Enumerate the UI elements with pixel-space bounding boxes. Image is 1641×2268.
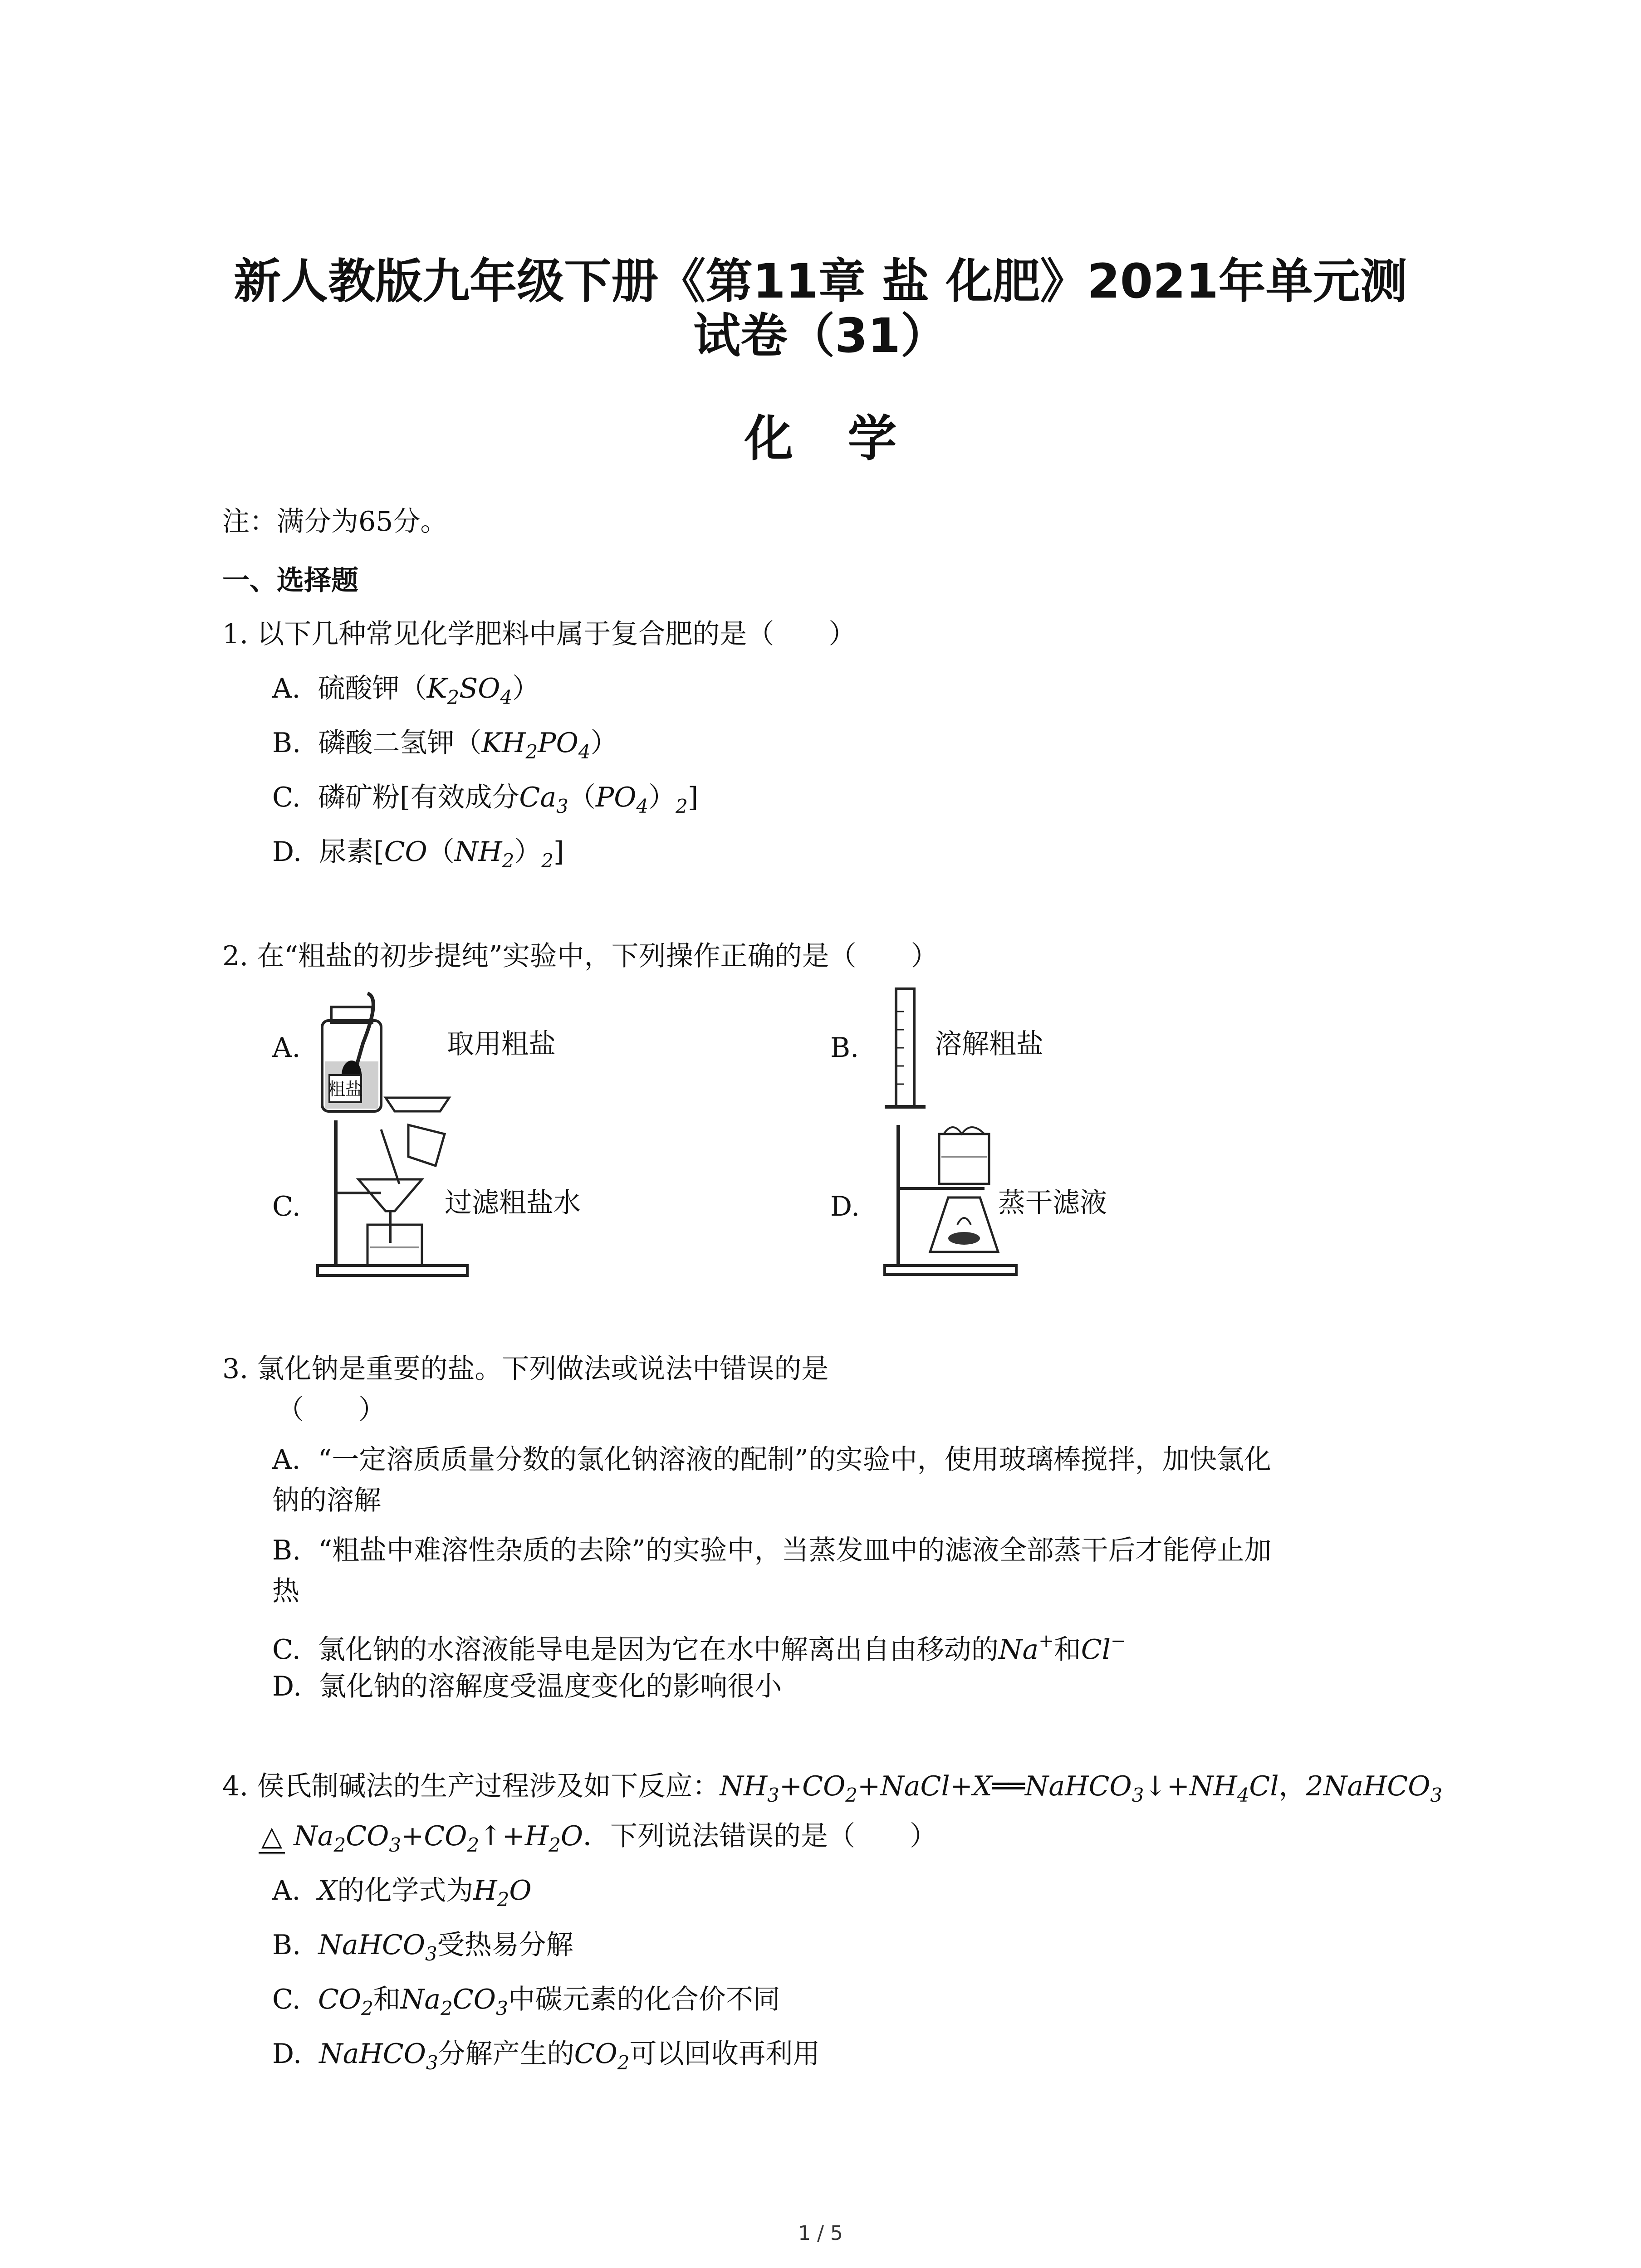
q4-option-c: C. $CO_2$和$Na_2CO_3$中碳元素的化合价不同: [272, 1984, 780, 2019]
q3-option-d: D. 氯化钠的溶解度受温度变化的影响很小: [272, 1671, 782, 1702]
q1-stem: 1. 以下几种常见化学肥料中属于复合肥的是（ ）: [222, 618, 856, 650]
score-note: 注：满分为65分。: [222, 506, 448, 538]
heat-symbol: △: [259, 1820, 285, 1854]
q2-option-c-text: 过滤粗盐水: [445, 1187, 581, 1219]
jar-label: 粗盐: [328, 1079, 363, 1099]
q3-option-a-line2: 钠的溶解: [272, 1485, 381, 1516]
graduated-cylinder-illustration: [876, 984, 944, 1120]
q1-option-d: D. 尿素$[CO(NH_2)_2]$: [272, 836, 564, 872]
q2-option-a-label: A.: [272, 1032, 301, 1064]
q1-option-a: A. 硫酸钾$(K_2SO_4)$: [272, 673, 540, 709]
subject-heading: 化学: [744, 411, 951, 467]
q3-option-c: C. 氯化钠的水溶液能导电是因为它在水中解离出自由移动的Na+和Cl−: [272, 1631, 1126, 1666]
page-title-line2: 试卷（31）: [693, 308, 948, 363]
q2-option-d-label: D.: [830, 1191, 860, 1222]
q4-option-b: B. NaHCO$_3$受热易分解: [272, 1929, 573, 1965]
q2-option-b-label: B.: [830, 1032, 859, 1064]
q2-option-b-text: 溶解粗盐: [935, 1028, 1043, 1060]
q2-option-d-text: 蒸干滤液: [998, 1187, 1107, 1219]
q3-option-a-line1: A. “一定溶质质量分数的氯化钠溶液的配制”的实验中，使用玻璃棒搅拌，加快氯化: [272, 1444, 1271, 1476]
q4-stem-line1: 4. 侯氏制碱法的生产过程涉及如下反应：$NH_3+CO_2+NaCl+X══NaHCO_3↓+NH_4Cl$，2NaHCO$_3$: [222, 1770, 1443, 1806]
q4-option-a: A. X的化学式为$H_2O$: [272, 1875, 532, 1911]
q3-stem-line2: （ ）: [277, 1394, 386, 1426]
q2-option-a-text: 取用粗盐: [447, 1028, 556, 1060]
q1-option-c: C. 磷矿粉[有效成分$Ca_3(PO_4)_2$]: [272, 782, 699, 817]
section-heading: 一、选择题: [222, 565, 358, 596]
page-number: 1 / 5: [798, 2222, 843, 2245]
q1-option-b: B. 磷酸二氢钾$(KH_2PO_4)$: [272, 727, 618, 763]
q3-option-b-line2: 热: [272, 1575, 299, 1607]
salt-jar-spatula-illustration: [313, 989, 458, 1125]
q2-option-c-label: C.: [272, 1191, 301, 1222]
q3-option-b-line1: B. “粗盐中难溶性杂质的去除”的实验中，当蒸发皿中的滤液全部蒸干后才能停止加: [272, 1535, 1272, 1566]
q4-option-d: D. NaHCO$_3$分解产生的$CO_2$可以回收再利用: [272, 2038, 820, 2074]
q4-stem-line2: △ $Na_2CO_3+CO_2↑+H_2O$．下列说法错误的是（ ）: [259, 1818, 937, 1863]
q2-stem: 2. 在“粗盐的初步提纯”实验中，下列操作正确的是（ ）: [222, 940, 938, 972]
page-title-line1: 新人教版九年级下册《第11章 盐 化肥》2021年单元测: [234, 254, 1407, 309]
q3-stem-line1: 3. 氯化钠是重要的盐。下列做法或说法中错误的是: [222, 1353, 829, 1385]
